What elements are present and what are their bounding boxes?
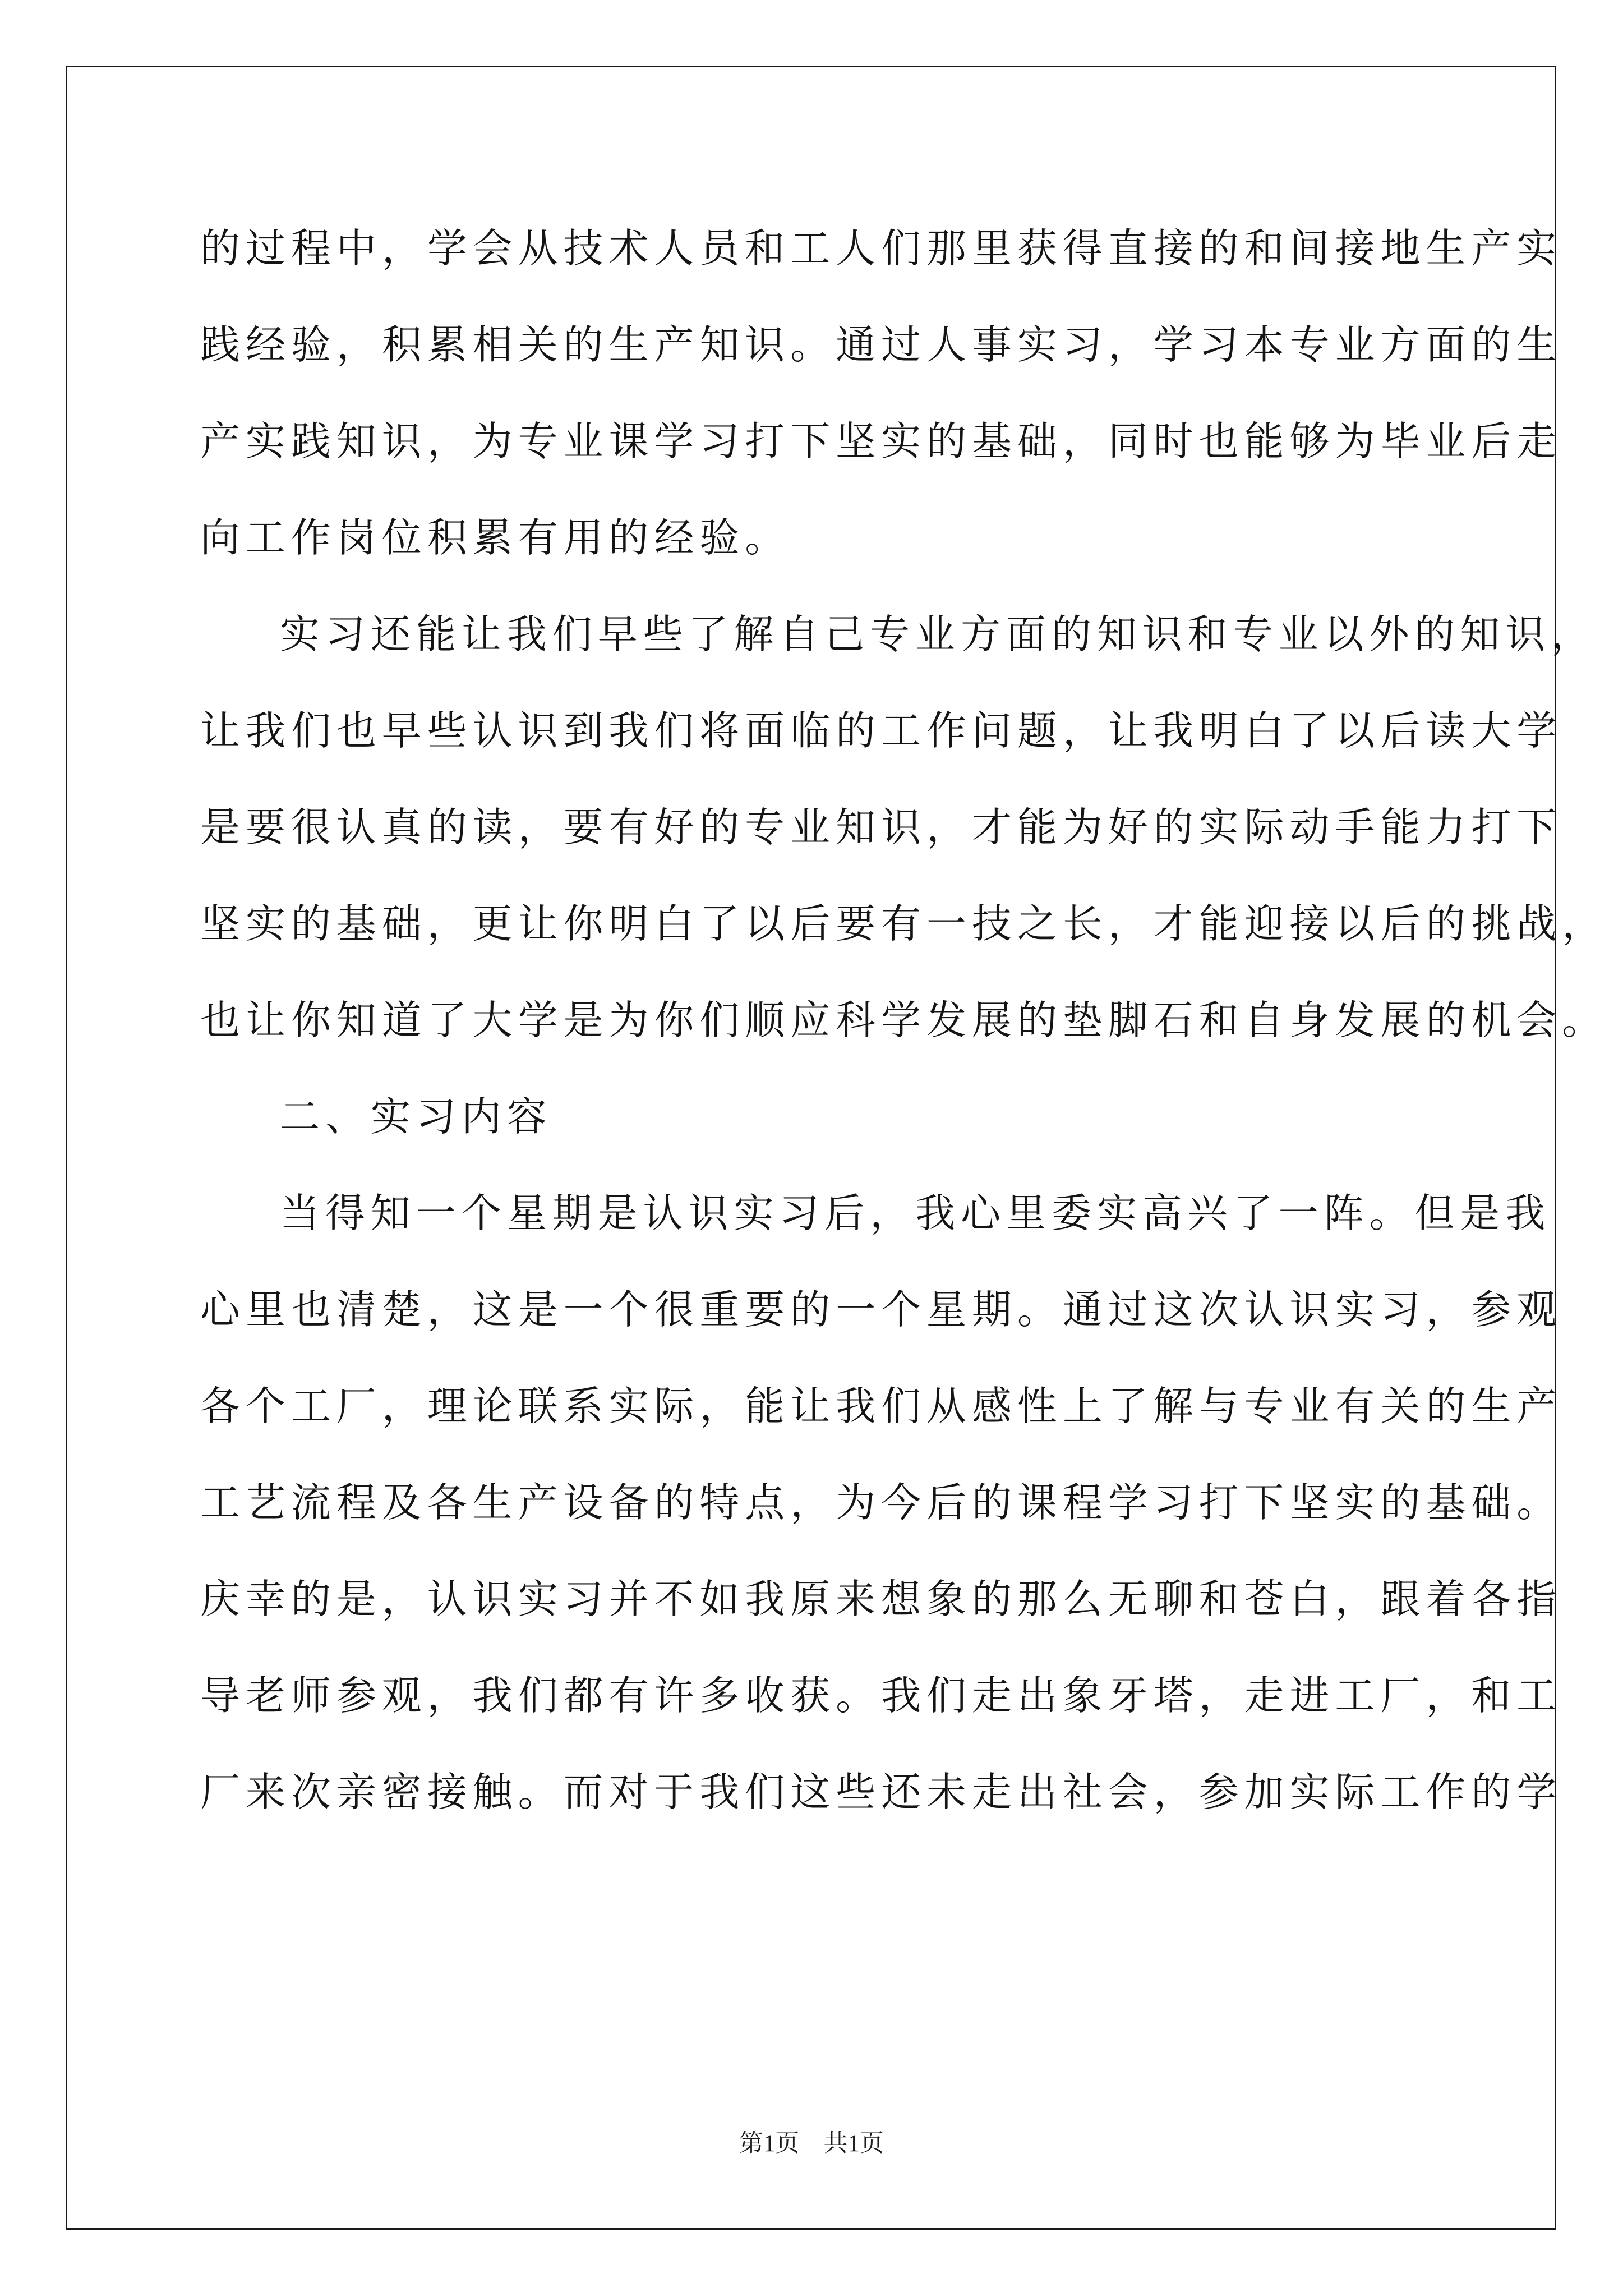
text-line	[200, 498, 1428, 595]
document-body	[200, 209, 1608, 1849]
text-line	[200, 1463, 1562, 1559]
text-line	[200, 691, 1562, 788]
text-line	[200, 788, 1562, 884]
line-text: 各个工厂，理论联系实际，能让我们从感性上了解与专业有关的生产	[200, 1383, 1562, 1429]
line-text: 实习还能让我们早些了解自己专业方面的知识和专业以外的知识，	[280, 611, 1597, 657]
text-line	[200, 305, 1562, 402]
text-line	[200, 1366, 1562, 1463]
paragraph-first-line	[200, 595, 1597, 691]
line-text: 产实践知识，为专业课学习打下坚实的基础，同时也能够为毕业后走	[200, 418, 1562, 464]
text-line	[200, 402, 1562, 498]
line-text: 的过程中，学会从技术人员和工人们那里获得直接的和间接地生产实	[200, 225, 1562, 272]
line-text: 是要很认真的读，要有好的专业知识，才能为好的实际动手能力打下	[200, 804, 1562, 850]
text-line	[200, 1559, 1562, 1656]
text-line	[200, 1752, 1562, 1849]
line-text: 也让你知道了大学是为你们顺应科学发展的垫脚石和自身发展的机会。	[200, 997, 1608, 1043]
line-text: 心里也清楚，这是一个很重要的一个星期。通过这次认识实习，参观	[200, 1286, 1562, 1333]
line-text: 践经验，积累相关的生产知识。通过人事实习，学习本专业方面的生	[200, 321, 1562, 368]
text-line	[200, 209, 1562, 305]
section-heading	[200, 1077, 1428, 1174]
page-number-footer: 第1页 共1页	[739, 2131, 884, 2157]
line-text: 让我们也早些认识到我们将面临的工作问题，让我明白了以后读大学	[200, 707, 1562, 754]
text-line	[200, 1270, 1562, 1366]
line-text: 坚实的基础，更让你明白了以后要有一技之长，才能迎接以后的挑战，	[200, 900, 1608, 947]
line-text: 庆幸的是，认识实习并不如我原来想象的那么无聊和苍白，跟着各指	[200, 1576, 1562, 1622]
text-line	[200, 884, 1608, 981]
line-text: 工艺流程及各生产设备的特点，为今后的课程学习打下坚实的基础。	[200, 1479, 1562, 1526]
line-text: 向工作岗位积累有用的经验。	[200, 514, 791, 561]
paragraph-first-line	[200, 1174, 1551, 1270]
text-line	[200, 1656, 1562, 1752]
text-line	[200, 981, 1608, 1077]
heading-text: 二、实习内容	[280, 1093, 552, 1140]
line-text: 导老师参观，我们都有许多收获。我们走出象牙塔，走进工厂，和工	[200, 1672, 1562, 1719]
line-text: 厂来次亲密接触。而对于我们这些还未走出社会，参加实际工作的学	[200, 1769, 1562, 1815]
line-text: 当得知一个星期是认识实习后，我心里委实高兴了一阵。但是我	[280, 1190, 1551, 1236]
